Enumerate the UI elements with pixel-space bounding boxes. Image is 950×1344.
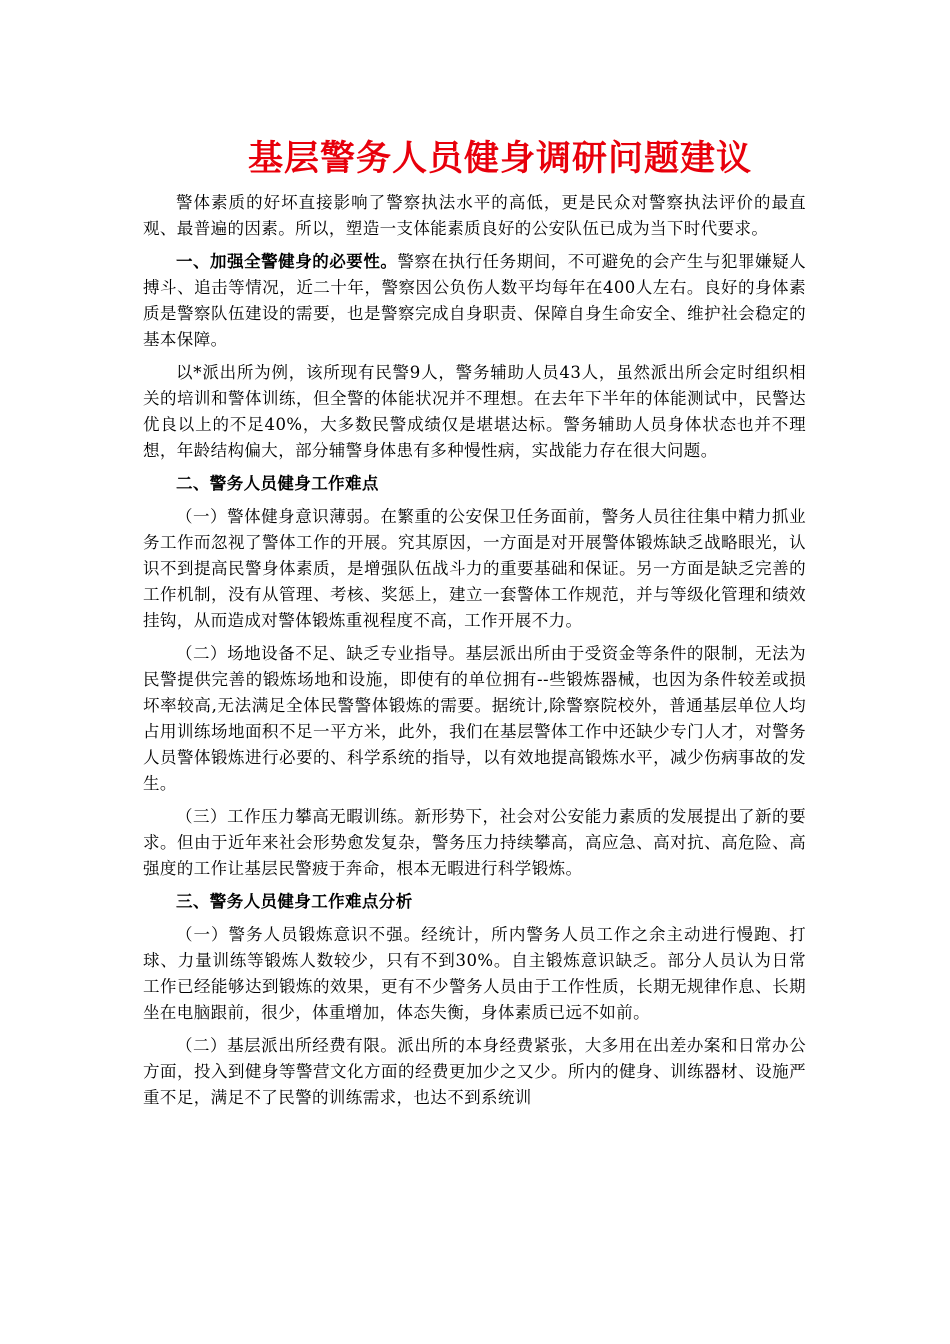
document-body	[143, 190, 806, 1118]
intro-paragraph: 警体素质的好坏直接影响了警察执法水平的高低，更是民众对警察执法评价的最直观、最普遍的因素。所以，塑造一支体能素质良好的公安队伍已成为当下时代要求。	[143, 193, 806, 238]
section1-text: 警察在执行任务期间，不可避免的会产生与犯罪嫌疑人搏斗、追击等情况，近二十年，警察因公负伤人数平均每年在400人左右。良好的身体素质是警察队伍建设的需要，也是警察完成自身职责、保障自身生命安全、维护社会稳定的基本保障。	[143, 252, 807, 349]
section3-item-2: （二）基层派出所经费有限。派出所的本身经费紧张，大多用在出差办案和日常办公方面，投入到健身等警营文化方面的经费更加少之又少。所内的健身、训练器材、设施严重不足，满足不了民警的训练需求，也达不到系统训	[143, 1036, 806, 1107]
section2-item-1: （一）警体健身意识薄弱。在繁重的公安保卫任务面前，警务人员往往集中精力抓业务工作而忽视了警体工作的开展。究其原因，一方面是对开展警体锻炼缺乏战略眼光，认识不到提高民警身体素质，是增强队伍战斗力的重要基础和保证。另一方面是缺乏完善的工作机制，没有从管理、考核、奖惩上，建立一套警体工作规范，并与等级化管理和绩效挂钩，从而造成对警体锻炼重视程度不高，工作开展不力。	[143, 507, 806, 630]
section2-item-3: （三）工作压力攀高无暇训练。新形势下，社会对公安能力素质的发展提出了新的要求。但由于近年来社会形势愈发复杂，警务压力持续攀高，高应急、高对抗、高危险、高强度的工作让基层民警疲于奔命，根本无暇进行科学锻炼。	[143, 807, 806, 878]
section1-paragraph	[143, 249, 806, 353]
document-title: 基层警务人员健身调研问题建议	[247, 138, 752, 179]
section1-heading: 一、加强全警健身的必要性。	[176, 252, 398, 271]
section3-item-1: （一）警务人员锻炼意识不强。经统计，所内警务人员工作之余主动进行慢跑、打球、力量训练等锻炼人数较少，只有不到30%。自主锻炼意识缺乏。部分人员认为日常工作已经能够达到锻炼的效果，更有不少警务人员由于工作性质，长期无规律作息、长期坐在电脑跟前，很少，体重增加，体态失衡，身体素质已远不如前。	[143, 925, 806, 1022]
section1-example-paragraph: 以*派出所为例，该所现有民警9人，警务辅助人员43人，虽然派出所会定时组织相关的培训和警体训练，但全警的体能状况并不理想。在去年下半年的体能测试中，民警达优良以上的不足40%，大多数民警成绩仅是堪堪达标。警务辅助人员身体状态也并不理想，年龄结构偏大，部分辅警身体患有多种慢性病，实战能力存在很大问题。	[143, 363, 806, 460]
section2-heading: 二、警务人员健身工作难点	[176, 474, 379, 493]
section3-heading: 三、警务人员健身工作难点分析	[176, 892, 413, 911]
section2-item-2: （二）场地设备不足、缺乏专业指导。基层派出所由于受资金等条件的限制，无法为民警提供完善的锻炼场地和设施，即使有的单位拥有--些锻炼器械，也因为条件较差或损坏率较高,无法满足全体民警警体锻炼的需要。据统计,除警察院校外，普通基层单位人均占用训练场地面积不足一平方米，此外，我们在基层警体工作中还缺少专门人才，对警务人员警体锻炼进行必要的、科学系统的指导，以有效地提高锻炼水平，减少伤病事故的发生。	[143, 644, 806, 793]
